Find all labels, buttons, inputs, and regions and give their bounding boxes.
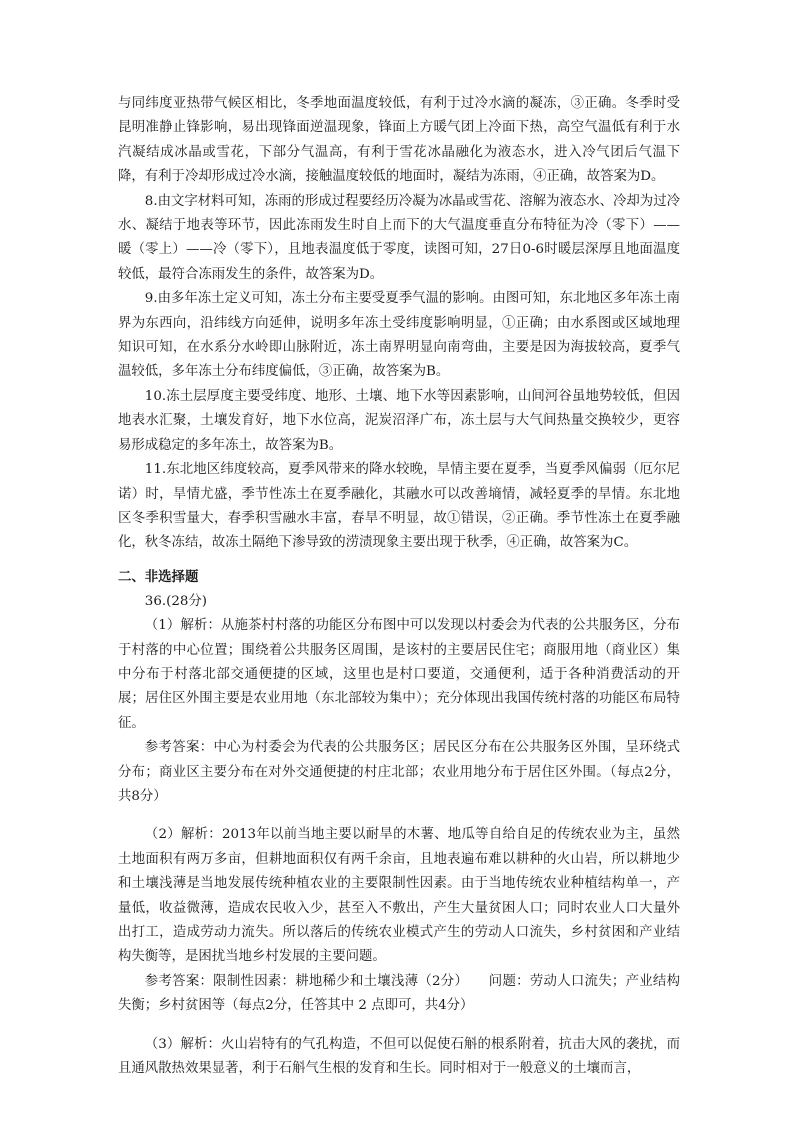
paragraph-answer-8: 8.由文字材料可知，冻雨的形成过程要经历冷凝为冰晶或雪花、溶解为液态水、冷却为过冷水、凝结于地表等环节，因此冻雨发生时自上而下的大气温度垂直分布特征为冷（零下）——暖（零上）——冷（零下），且地表温度低于零度，读图可知，27日0-6时暖层深厚且地面温度较低，最符合冻雨发生的条件，故答案为D。 bbox=[118, 193, 680, 282]
q36-part2-answer: 参考答案：限制性因素：耕地稀少和土壤浅薄（2分） 问题：劳动人口流失；产业结构失衡；乡村贫困等（每点2分，任答其中 2 点即可，共4分） bbox=[118, 973, 680, 1014]
q36-part1-answer: 参考答案：中心为村委会为代表的公共服务区；居民区分布在公共服务区外围，呈环绕式分布；商业区主要分布在对外交通便捷的村庄北部；农业用地分布于居住区外围。（每点2分，共8分） bbox=[118, 740, 680, 804]
q36-part2-analysis: （2）解析：2013年以前当地主要以耐旱的木薯、地瓜等自给自足的传统农业为主，虽然土地面积有两万多亩，但耕地面积仅有两千余亩，且地表遍布难以耕种的火山岩，所以耕地少和土壤浅薄是当地发展传统种植农业的主要限制性因素。由于当地传统农业种植结构单一，产量低，收益微薄，造成农民收入少，甚至入不敷出，产生大量贫困人口；同时农业人口大量外出打工，造成劳动力流失。所以落后的传统农业模式产生的劳动人口流失，乡村贫困和产业结构失衡等，是困扰当地乡村发展的主要问题。 bbox=[118, 827, 680, 965]
paragraph-answer-11: 11.东北地区纬度较高，夏季风带来的降水较晚，旱情主要在夏季，当夏季风偏弱（厄尔尼诺）时，旱情尤盛，季节性冻土在夏季融化，其融水可以改善墒情，减轻夏季的旱情。东北地区冬季积雪量大，春季积雪融水丰富，春旱不明显，故①错误，②正确。季节性冻土在夏季融化，秋冬冻结，故冻土隔绝下渗导致的涝渍现象主要出现于秋季，④正确，故答案为C。 bbox=[118, 462, 680, 551]
paragraph-answer-10: 10.冻土层厚度主要受纬度、地形、土壤、地下水等因素影响，山间河谷虽地势较低，但因地表水汇聚，土壤发育好，地下水位高，泥炭沼泽广布，冻土层与大气间热量交换较少，更容易形成稳定的多年冻土，故答案为B。 bbox=[118, 388, 680, 453]
paragraph-answer-9: 9.由多年冻土定义可知，冻土分布主要受夏季气温的影响。由图可知，东北地区多年冻土南界为东西向，沿纬线方向延伸，说明多年冻土受纬度影响明显，①正确；由水系图或区域地理知识可知，在水系分水岭即山脉附近，冻土南界明显向南弯曲，主要是因为海拔较高，夏季气温较低，多年冻土分布纬度偏低，③正确，故答案为B。 bbox=[118, 291, 680, 380]
q36-part3-analysis: （3）解析：火山岩特有的气孔构造，不但可以促使石斛的根系附着，抗击大风的袭扰，而且通风散热效果显著，利于石斛气生根的发育和生长。同时相对于一般意义的土壤而言， bbox=[118, 1036, 680, 1077]
answer-document bbox=[118, 92, 680, 1081]
q36-part1-analysis: （1）解析：从施茶村村落的功能区分布图中可以发现以村委会为代表的公共服务区，分布于村落的中心位置；围绕着公共服务区周围，是该村的主要居民住宅；商服用地（商业区）集中分布于村落北部交通便捷的区域，这里也是村口要道，交通便利，适于各种消费活动的开展；居住区外围主要是农业用地（东北部较为集中）；充分体现出我国传统村落的功能区布局特征。 bbox=[118, 618, 680, 731]
paragraph-7-continuation: 与同纬度亚热带气候区相比，冬季地面温度较低，有利于过冷水滴的凝冻，③正确。冬季时受昆明准静止锋影响，易出现锋面逆温现象，锋面上方暖气团上冷面下热，高空气温低有利于水汽凝结成冰晶或雪花，下部分气温高，有利于雪花冰晶融化为液态水，进入冷气团后气温下降，有利于冷却形成过冷水滴，接触温度较低的地面时，凝结为冻雨，④正确，故答案为D。 bbox=[118, 96, 680, 185]
section-heading-non-choice: 二、非选择题 bbox=[118, 569, 199, 585]
question-36-label: 36.(28分) bbox=[144, 593, 207, 609]
